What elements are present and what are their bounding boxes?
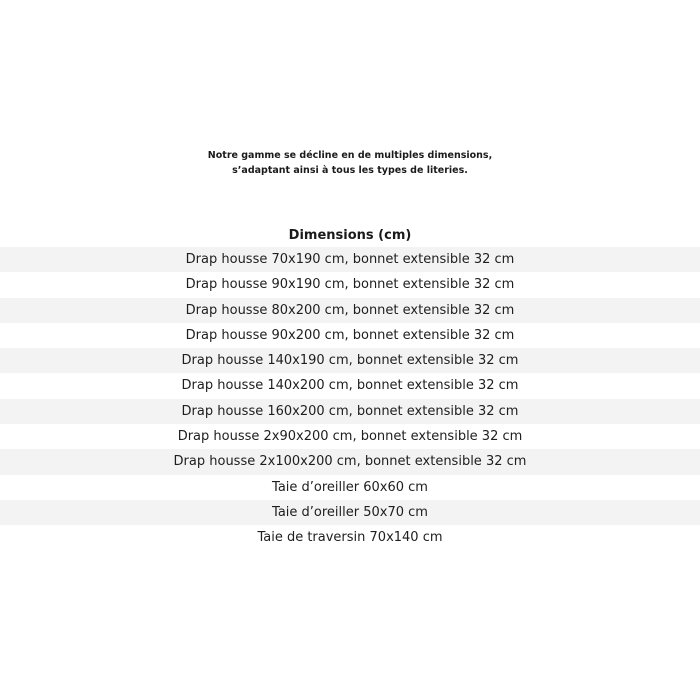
table-row: Drap housse 70x190 cm, bonnet extensible 32 cm <box>0 247 700 272</box>
intro-text <box>0 148 700 178</box>
intro-line-2: s’adaptant ainsi à tous les types de literies. <box>232 165 468 176</box>
intro-line-1: Notre gamme se décline en de multiples dimensions, <box>207 150 493 161</box>
table-row: Drap housse 2x90x200 cm, bonnet extensible 32 cm <box>0 424 700 449</box>
dimensions-table <box>0 224 700 551</box>
table-row: Taie d’oreiller 50x70 cm <box>0 500 700 525</box>
table-row: Drap housse 80x200 cm, bonnet extensible 32 cm <box>0 298 700 323</box>
table-row: Drap housse 140x190 cm, bonnet extensible 32 cm <box>0 348 700 373</box>
dimensions-list <box>0 247 700 551</box>
table-row: Taie de traversin 70x140 cm <box>0 525 700 550</box>
table-row: Drap housse 90x200 cm, bonnet extensible 32 cm <box>0 323 700 348</box>
table-row: Drap housse 90x190 cm, bonnet extensible 32 cm <box>0 272 700 297</box>
table-row: Drap housse 2x100x200 cm, bonnet extensible 32 cm <box>0 449 700 474</box>
table-row: Taie d’oreiller 60x60 cm <box>0 475 700 500</box>
table-row: Drap housse 160x200 cm, bonnet extensible 32 cm <box>0 399 700 424</box>
table-header: Dimensions (cm) <box>288 228 412 243</box>
table-row: Drap housse 140x200 cm, bonnet extensible 32 cm <box>0 373 700 398</box>
